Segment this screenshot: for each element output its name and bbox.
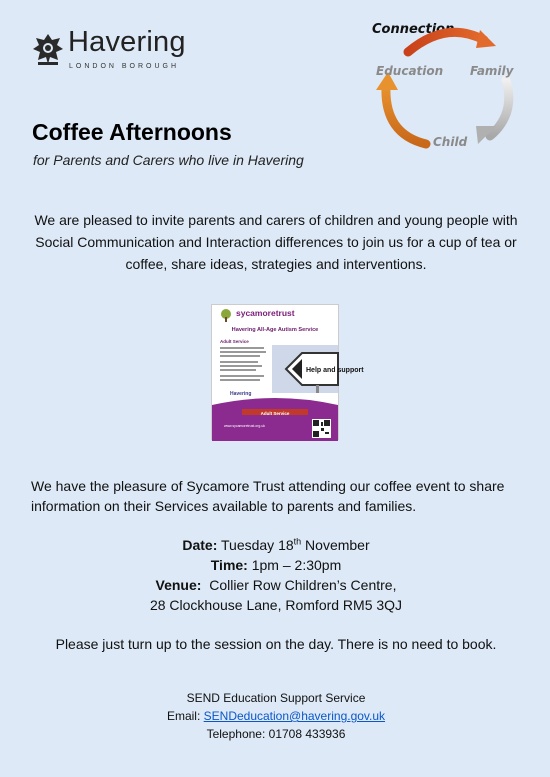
flyer-text-line — [220, 355, 260, 357]
qr-code-icon — [312, 419, 331, 438]
flyer-council-logo: Havering — [230, 391, 252, 397]
tree-icon — [216, 308, 236, 322]
flyer-text-line — [220, 365, 262, 367]
flyer-brand: sycamoretrust — [236, 308, 295, 318]
sycamore-paragraph: We have the pleasure of Sycamore Trust attending our coffee event to share information on their Services available to parents and families. — [31, 478, 505, 514]
contact-block — [20, 689, 532, 743]
sycamore-flyer-image — [211, 304, 364, 440]
page-title: Coffee Afternoons — [32, 119, 232, 145]
flyer-text-line — [220, 361, 258, 363]
logo-subtitle: LONDON BOROUGH — [69, 63, 180, 70]
flyer-heading: Havering All-Age Autism Service — [231, 327, 319, 333]
cycle-label-family: Family — [470, 64, 514, 78]
event-venue: Venue: Collier Row Children’s Centre, — [155, 577, 397, 593]
event-date: Date: Tuesday 18th November — [182, 536, 370, 553]
contact-phone: Telephone: 01708 433936 — [206, 727, 346, 741]
flyer-sign-text: Help and support — [306, 367, 364, 374]
flyer-web: www.sycamoretrust.org.uk — [224, 424, 266, 428]
cycle-label-education: Education — [376, 64, 444, 78]
flyer-text-line — [220, 347, 264, 349]
contact-service: SEND Education Support Service — [186, 691, 366, 705]
flyer-band-label: Adult Service — [260, 411, 290, 416]
contact-email-line: Email: SENDeducation@havering.gov.uk — [166, 709, 386, 723]
cycle-label-connection: Connection — [372, 22, 455, 37]
signpost-icon — [272, 345, 364, 393]
logo-name: Havering — [68, 26, 186, 58]
cycle-diagram — [372, 22, 522, 157]
event-time: Time: 1pm – 2:30pm — [210, 557, 342, 573]
flyer-subheading: Adult Service — [220, 339, 249, 344]
booking-notice: Please just turn up to the session on the day. There is no need to book. — [55, 636, 497, 652]
event-details — [20, 535, 532, 615]
flyer-text-line — [220, 375, 264, 377]
intro-paragraph: We are pleased to invite parents and carers of children and young people with Social Communication and Interaction differences to join us for a cup of tea or coffee, share ideas, strategies and interventions. — [34, 212, 518, 272]
flyer-text-line — [220, 369, 256, 371]
crest-icon — [32, 32, 64, 66]
flyer-text-line — [220, 379, 260, 381]
contact-email-link[interactable]: SENDeducation@havering.gov.uk — [203, 709, 386, 723]
event-address: 28 Clockhouse Lane, Romford RM5 3QJ — [149, 597, 403, 613]
cycle-label-child: Child — [433, 135, 468, 149]
page-subtitle: for Parents and Carers who live in Havering — [33, 152, 304, 168]
council-logo — [32, 26, 202, 74]
flyer-text-line — [220, 351, 266, 353]
